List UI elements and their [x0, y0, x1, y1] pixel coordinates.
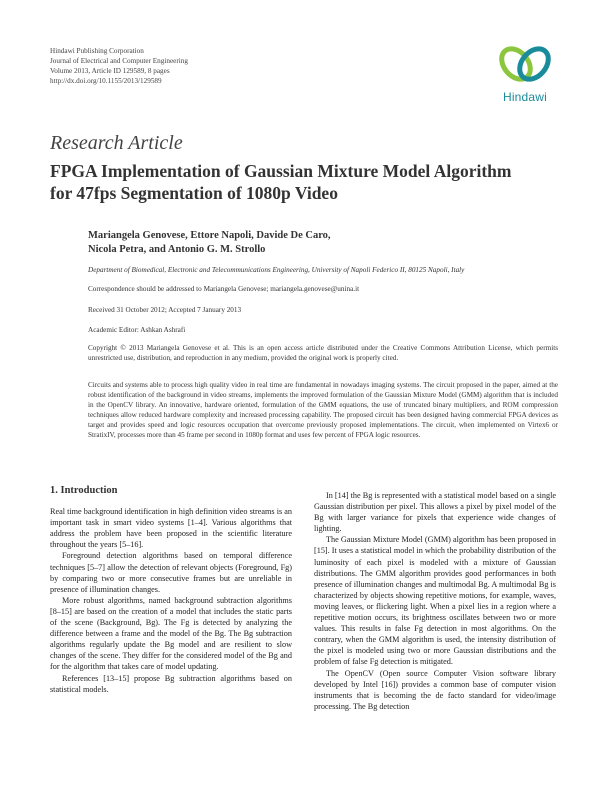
paragraph: More robust algorithms, named background subtraction algorithms [8–15] are based on the creation of a model that includes the static parts of the scene (Background, Bg). The Fg is detected by analyzing the difference between a frame and the model of the Bg. The Bg subtraction algorithms regularly update the Bg model and are resilient to slow changes of the scene. They differ for the considered model of the Bg and for the algorithm that takes care of model updating. [50, 595, 292, 672]
author-line: Nicola Petra, and Antonio G. M. Strollo [88, 244, 266, 255]
paragraph: References [13–15] propose Bg subtraction algorithms based on statistical models. [50, 673, 292, 694]
logo-text: Hindawi [502, 90, 548, 104]
journal-header [50, 46, 350, 86]
paper-title [50, 160, 570, 204]
correspondence: Correspondence should be addressed to Mariangela Genovese; mariangela.genovese@unina.it [88, 285, 360, 293]
copyright-notice: Copyright © 2013 Mariangela Genovese et al. This is an open access article distributed under the Creative Commons Attribution License, which permits unrestricted use, distribution, and reproduction in any medium, provided the original work is properly cited. [88, 344, 558, 362]
hindawi-logo-mark-icon [494, 40, 556, 90]
journal-line: Journal of Electrical and Computer Engineering [50, 57, 188, 65]
affiliation: Department of Biomedical, Electronic and Telecommunications Engineering, University of Napoli Federico II, 80125 Napoli, Italy [88, 266, 465, 274]
hindawi-logo [494, 40, 556, 106]
volume-line: Volume 2013, Article ID 129589, 8 pages [50, 67, 170, 75]
received-dates: Received 31 October 2012; Accepted 7 January 2013 [88, 306, 242, 314]
title-line: FPGA Implementation of Gaussian Mixture Model Algorithm [50, 161, 512, 181]
paragraph: The OpenCV (Open source Computer Vision software library developed by Intel [16]) provides a common base of computer vision instruments that is becoming the de facto standard for video/image processing. The Bg detection [314, 668, 556, 711]
paragraph: The Gaussian Mixture Model (GMM) algorithm has been proposed in [15]. It uses a statistical model in which the probability distribution of the luminosity of each pixel is modeled with a mixture of Gaussian distributions. The GMM algorithm provides good performances in both presence of illumination changes and multimodal Bg. A multimodal Bg is characterized by objects showing repetitive motions, for example, waves, moving leaves, or flickering light. When a pixel lies in a region where a repetitive motion occurs, its brightness oscillates between two or more values. This results in false Fg detection in most algorithms. On the contrary, when the GMM algorithm is used, the intensity distribution of the pixel is modeled using two or more Gaussian distributions and the problem of false Fg detection is mitigated. [314, 535, 556, 667]
paragraph: Foreground detection algorithms based on temporal difference techniques [5–7] allow the detection of relevant objects (Foreground, Fg) by comparing two or more consecutive frames but are unreliable in presence of illumination changes. [50, 551, 292, 594]
right-column [314, 490, 556, 712]
paragraph: Real time background identification in high definition video streams is an important task in smart video systems [1–4]. Various algorithms that address the problem have been proposed in the scientific literature throughout the years [5–16]. [50, 507, 292, 550]
paragraph: In [14] the Bg is represented with a statistical model based on a single Gaussian distribution per pixel. This allows a pixel by pixel model of the Bg with larger variance for pixels that experience wide changes of lighting. [314, 491, 556, 534]
author-list [88, 229, 558, 257]
doi-link[interactable]: http://dx.doi.org/10.1155/2013/129589 [50, 77, 162, 85]
academic-editor: Academic Editor: Ashkan Ashrafi [88, 326, 186, 334]
abstract: Circuits and systems able to process high quality video in real time are fundamental in nowadays imaging systems. The circuit proposed in the paper, aimed at the robust identification of the background in video streams, implements the improved formulation of the Gaussian Mixture Model (GMM) algorithm that is included in the OpenCV library. An innovative, hardware oriented, formulation of the GMM equations, the use of truncated binary multipliers, and ROM compression techniques allow reduced hardware complexity and increased processing capability. The proposed circuit has been designed having commercial FPGA devices as target and provides speed and logic resources occupation that overcome previously proposed implementations. The circuit, when implemented on Virtex6 or StratixIV, processes more than 45 frame per second in 1080p format and uses few percent of FPGA logic resources. [88, 381, 558, 439]
article-type: Research Article [50, 132, 183, 154]
title-line: for 47fps Segmentation of 1080p Video [50, 183, 338, 203]
publisher-line: Hindawi Publishing Corporation [50, 47, 144, 55]
author-line: Mariangela Genovese, Ettore Napoli, Davide De Caro, [88, 230, 331, 241]
left-column [50, 485, 292, 695]
section-heading: 1. Introduction [50, 485, 118, 496]
